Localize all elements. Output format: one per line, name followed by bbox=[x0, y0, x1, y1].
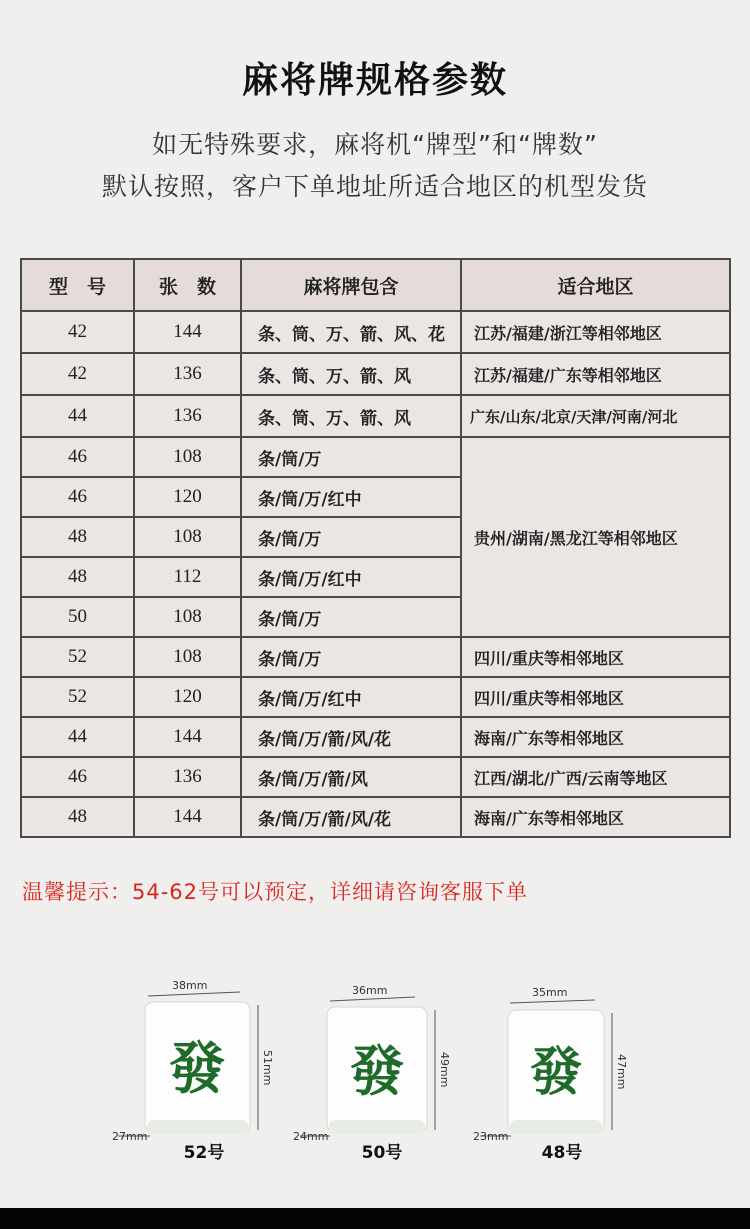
model-cell: 46 bbox=[21, 477, 134, 517]
intro-line-1: 如无特殊要求，麻将机“牌型”和“牌数” bbox=[152, 130, 598, 159]
fa-glyph-icon: 發 bbox=[169, 1037, 225, 1102]
region-cell: 海南/广东等相邻地区 bbox=[461, 717, 730, 757]
tile-depth-label: 23mm bbox=[473, 1130, 509, 1143]
model-cell: 44 bbox=[21, 395, 134, 437]
table-row bbox=[21, 797, 730, 837]
count-cell: 144 bbox=[134, 797, 241, 837]
fa-glyph-icon: 發 bbox=[529, 1043, 583, 1103]
table-row bbox=[21, 437, 730, 477]
model-cell: 52 bbox=[21, 637, 134, 677]
width-dimension-line bbox=[510, 1000, 595, 1003]
table-row bbox=[21, 353, 730, 395]
model-cell: 48 bbox=[21, 557, 134, 597]
table-row bbox=[21, 637, 730, 677]
tile-depth-label: 24mm bbox=[293, 1130, 329, 1143]
count-cell: 108 bbox=[134, 517, 241, 557]
tile-back-edge bbox=[329, 1120, 425, 1134]
page-title: 麻将牌规格参数 bbox=[241, 60, 508, 101]
count-cell: 108 bbox=[134, 637, 241, 677]
tiles-cell: 条/筒/万 bbox=[241, 597, 461, 637]
tile-height-label: 49mm bbox=[438, 1052, 451, 1088]
table-row bbox=[21, 677, 730, 717]
header-tiles: 麻将牌包含 bbox=[241, 259, 461, 311]
count-cell: 120 bbox=[134, 477, 241, 517]
tile-48 bbox=[473, 986, 628, 1163]
tile-depth-label: 27mm bbox=[112, 1130, 148, 1143]
tiles-cell: 条、筒、万、箭、风 bbox=[241, 395, 461, 437]
model-cell: 48 bbox=[21, 517, 134, 557]
region-cell: 海南/广东等相邻地区 bbox=[461, 797, 730, 837]
tiles-cell: 条、筒、万、箭、风 bbox=[241, 353, 461, 395]
table-header-row bbox=[21, 259, 730, 311]
model-cell: 46 bbox=[21, 437, 134, 477]
tile-width-label: 38mm bbox=[172, 979, 208, 992]
tile-52 bbox=[112, 979, 274, 1163]
table-row bbox=[21, 395, 730, 437]
tiles-cell: 条/筒/万 bbox=[241, 637, 461, 677]
model-cell: 52 bbox=[21, 677, 134, 717]
tile-width-label: 35mm bbox=[532, 986, 568, 999]
tile-back-edge bbox=[147, 1120, 248, 1134]
model-cell: 46 bbox=[21, 757, 134, 797]
count-cell: 136 bbox=[134, 757, 241, 797]
region-cell: 四川/重庆等相邻地区 bbox=[461, 637, 730, 677]
spec-table bbox=[20, 258, 731, 838]
tiles-cell: 条/筒/万/红中 bbox=[241, 677, 461, 717]
intro-text bbox=[0, 124, 750, 208]
tiles-cell: 条/筒/万 bbox=[241, 517, 461, 557]
model-cell: 48 bbox=[21, 797, 134, 837]
tile-model-label: 48号 bbox=[541, 1143, 583, 1163]
tile-diagram-svg bbox=[0, 960, 750, 1200]
header-region: 适合地区 bbox=[461, 259, 730, 311]
tile-size-illustration bbox=[0, 960, 750, 1200]
region-cell: 江苏/福建/浙江等相邻地区 bbox=[461, 311, 730, 353]
tile-50 bbox=[293, 984, 451, 1163]
count-cell: 120 bbox=[134, 677, 241, 717]
region-cell: 贵州/湖南/黑龙江等相邻地区 bbox=[461, 437, 730, 637]
tiles-cell: 条/筒/万 bbox=[241, 437, 461, 477]
count-cell: 144 bbox=[134, 717, 241, 757]
tile-height-label: 51mm bbox=[261, 1050, 274, 1086]
tiles-cell: 条/筒/万/箭/风/花 bbox=[241, 717, 461, 757]
table-row bbox=[21, 757, 730, 797]
model-cell: 50 bbox=[21, 597, 134, 637]
width-dimension-line bbox=[330, 997, 415, 1001]
bottom-bar bbox=[0, 1208, 750, 1229]
header-model: 型 号 bbox=[21, 259, 134, 311]
tiles-cell: 条/筒/万/红中 bbox=[241, 477, 461, 517]
count-cell: 136 bbox=[134, 395, 241, 437]
count-cell: 136 bbox=[134, 353, 241, 395]
region-cell: 江西/湖北/广西/云南等地区 bbox=[461, 757, 730, 797]
region-cell: 广东/山东/北京/天津/河南/河北 bbox=[461, 395, 730, 437]
tile-height-label: 47mm bbox=[615, 1054, 628, 1090]
width-dimension-line bbox=[148, 992, 240, 996]
count-cell: 112 bbox=[134, 557, 241, 597]
tiles-cell: 条/筒/万/红中 bbox=[241, 557, 461, 597]
count-cell: 144 bbox=[134, 311, 241, 353]
tiles-cell: 条/筒/万/箭/风 bbox=[241, 757, 461, 797]
tiles-cell: 条/筒/万/箭/风/花 bbox=[241, 797, 461, 837]
count-cell: 108 bbox=[134, 437, 241, 477]
model-cell: 42 bbox=[21, 311, 134, 353]
tiles-cell: 条、筒、万、箭、风、花 bbox=[241, 311, 461, 353]
count-cell: 108 bbox=[134, 597, 241, 637]
model-cell: 44 bbox=[21, 717, 134, 757]
region-cell: 江苏/福建/广东等相邻地区 bbox=[461, 353, 730, 395]
table-row bbox=[21, 717, 730, 757]
booking-notice: 温馨提示：54-62号可以预定，详细请咨询客服下单 bbox=[22, 880, 529, 904]
header-count: 张 数 bbox=[134, 259, 241, 311]
intro-line-2: 默认按照，客户下单地址所适合地区的机型发货 bbox=[101, 172, 648, 201]
tile-back-edge bbox=[510, 1120, 602, 1134]
tile-model-label: 52号 bbox=[183, 1143, 225, 1163]
table-row bbox=[21, 311, 730, 353]
region-cell: 四川/重庆等相邻地区 bbox=[461, 677, 730, 717]
tile-model-label: 50号 bbox=[361, 1143, 403, 1163]
model-cell: 42 bbox=[21, 353, 134, 395]
tile-width-label: 36mm bbox=[352, 984, 388, 997]
fa-glyph-icon: 發 bbox=[350, 1040, 404, 1103]
